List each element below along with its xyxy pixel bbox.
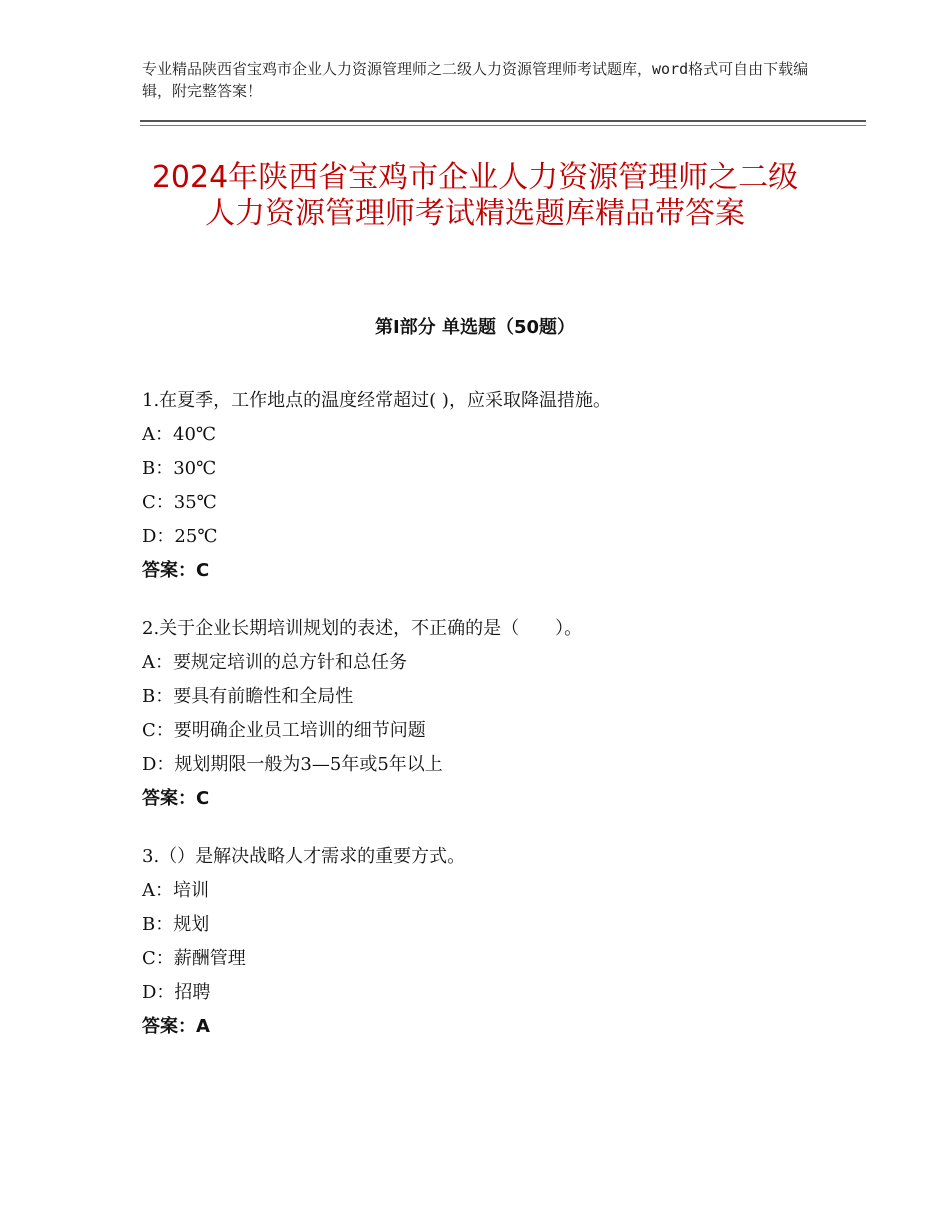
document-title: 2024年陕西省宝鸡市企业人力资源管理师之二级人力资源管理师考试精选题库精品带答案 <box>151 160 799 231</box>
question-1 <box>142 384 842 588</box>
question-stem: 3.（）是解决战略人才需求的重要方式。 <box>142 846 466 867</box>
option-c: C：要明确企业员工培训的细节问题 <box>142 720 426 741</box>
question-2 <box>142 612 842 816</box>
question-3 <box>142 840 842 1044</box>
option-c: C：35℃ <box>142 492 217 513</box>
option-c: C：薪酬管理 <box>142 948 246 969</box>
header-note: 专业精品陕西省宝鸡市企业人力资源管理师之二级人力资源管理师考试题库，word格式可自由下载编辑，附完整答案！ <box>142 60 809 100</box>
header-rule-thick <box>140 120 866 122</box>
answer: 答案：C <box>142 788 210 809</box>
answer: 答案：C <box>142 560 210 581</box>
option-b: B：要具有前瞻性和全局性 <box>142 686 354 707</box>
option-b: B：规划 <box>142 914 210 935</box>
option-d: D：招聘 <box>142 982 211 1003</box>
option-a: A：培训 <box>142 880 209 901</box>
answer: 答案：A <box>142 1016 210 1037</box>
question-list <box>142 384 842 1068</box>
question-stem: 1.在夏季，工作地点的温度经常超过( )，应采取降温措施。 <box>142 390 611 411</box>
option-a: A：要规定培训的总方针和总任务 <box>142 652 407 673</box>
section-title: 第Ⅰ部分 单选题（50题） <box>374 317 575 338</box>
option-a: A：40℃ <box>142 424 217 445</box>
question-stem: 2.关于企业长期培训规划的表述，不正确的是（ ）。 <box>142 618 583 639</box>
option-d: D：规划期限一般为3—5年或5年以上 <box>142 754 443 775</box>
header-rule-thin <box>140 125 866 126</box>
option-b: B：30℃ <box>142 458 217 479</box>
option-d: D：25℃ <box>142 526 218 547</box>
